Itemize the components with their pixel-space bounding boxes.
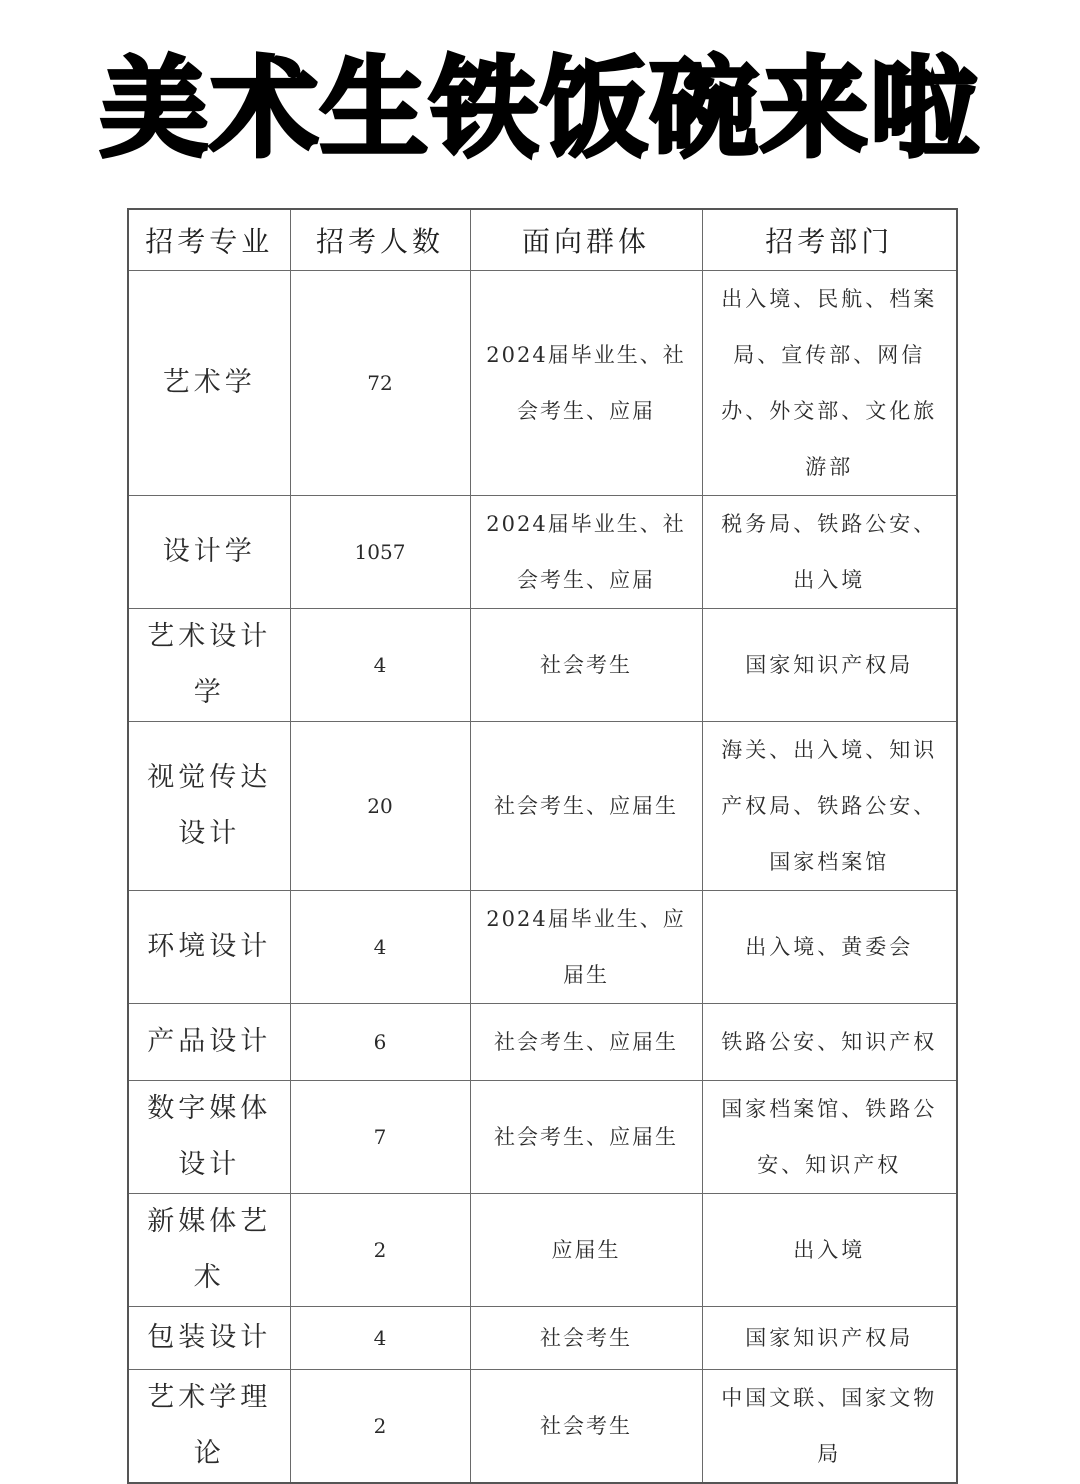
cell-dept: 海关、出入境、知识产权局、铁路公安、国家档案馆 [702, 722, 957, 891]
cell-dept: 国家档案馆、铁路公安、知识产权 [702, 1081, 957, 1194]
cell-dept: 国家知识产权局 [702, 609, 957, 722]
header-group: 面向群体 [470, 209, 702, 271]
cell-group: 2024届毕业生、社会考生、应届 [470, 496, 702, 609]
recruitment-table [127, 208, 958, 1484]
cell-dept: 国家知识产权局 [702, 1307, 957, 1370]
cell-major: 新媒体艺术 [128, 1194, 290, 1307]
table-row [128, 1081, 957, 1194]
table-row [128, 1307, 957, 1370]
cell-group: 社会考生 [470, 1307, 702, 1370]
cell-group: 社会考生、应届生 [470, 1004, 702, 1081]
cell-dept: 出入境、黄委会 [702, 891, 957, 1004]
page-title: 美术生铁饭碗来啦 [99, 47, 980, 172]
cell-dept: 出入境 [702, 1194, 957, 1307]
table-row [128, 609, 957, 722]
table-header-row [128, 209, 957, 271]
cell-dept: 税务局、铁路公安、出入境 [702, 496, 957, 609]
cell-count: 2 [290, 1370, 470, 1484]
cell-dept: 中国文联、国家文物局 [702, 1370, 957, 1484]
cell-group: 社会考生 [470, 1370, 702, 1484]
cell-major: 环境设计 [128, 891, 290, 1004]
cell-group: 社会考生、应届生 [470, 722, 702, 891]
cell-major: 视觉传达设计 [128, 722, 290, 891]
cell-count: 2 [290, 1194, 470, 1307]
cell-major: 艺术学 [128, 271, 290, 496]
table-row [128, 496, 957, 609]
recruitment-table-container [127, 208, 956, 1484]
header-major: 招考专业 [128, 209, 290, 271]
cell-group: 社会考生 [470, 609, 702, 722]
header-dept: 招考部门 [702, 209, 957, 271]
cell-dept: 出入境、民航、档案局、宣传部、网信办、外交部、文化旅游部 [702, 271, 957, 496]
cell-count: 7 [290, 1081, 470, 1194]
cell-dept: 铁路公安、知识产权 [702, 1004, 957, 1081]
cell-group: 2024届毕业生、社会考生、应届 [470, 271, 702, 496]
cell-major: 艺术设计学 [128, 609, 290, 722]
cell-group: 2024届毕业生、应届生 [470, 891, 702, 1004]
cell-major: 艺术学理论 [128, 1370, 290, 1484]
table-row [128, 271, 957, 496]
cell-count: 4 [290, 609, 470, 722]
cell-count: 1057 [290, 496, 470, 609]
cell-group: 应届生 [470, 1194, 702, 1307]
cell-count: 4 [290, 1307, 470, 1370]
header-count: 招考人数 [290, 209, 470, 271]
cell-major: 设计学 [128, 496, 290, 609]
cell-major: 数字媒体设计 [128, 1081, 290, 1194]
cell-count: 6 [290, 1004, 470, 1081]
table-row [128, 1004, 957, 1081]
cell-major: 产品设计 [128, 1004, 290, 1081]
cell-count: 20 [290, 722, 470, 891]
cell-count: 4 [290, 891, 470, 1004]
cell-major: 包装设计 [128, 1307, 290, 1370]
table-row [128, 722, 957, 891]
cell-count: 72 [290, 271, 470, 496]
table-row [128, 1370, 957, 1484]
table-row [128, 1194, 957, 1307]
table-row [128, 891, 957, 1004]
cell-group: 社会考生、应届生 [470, 1081, 702, 1194]
